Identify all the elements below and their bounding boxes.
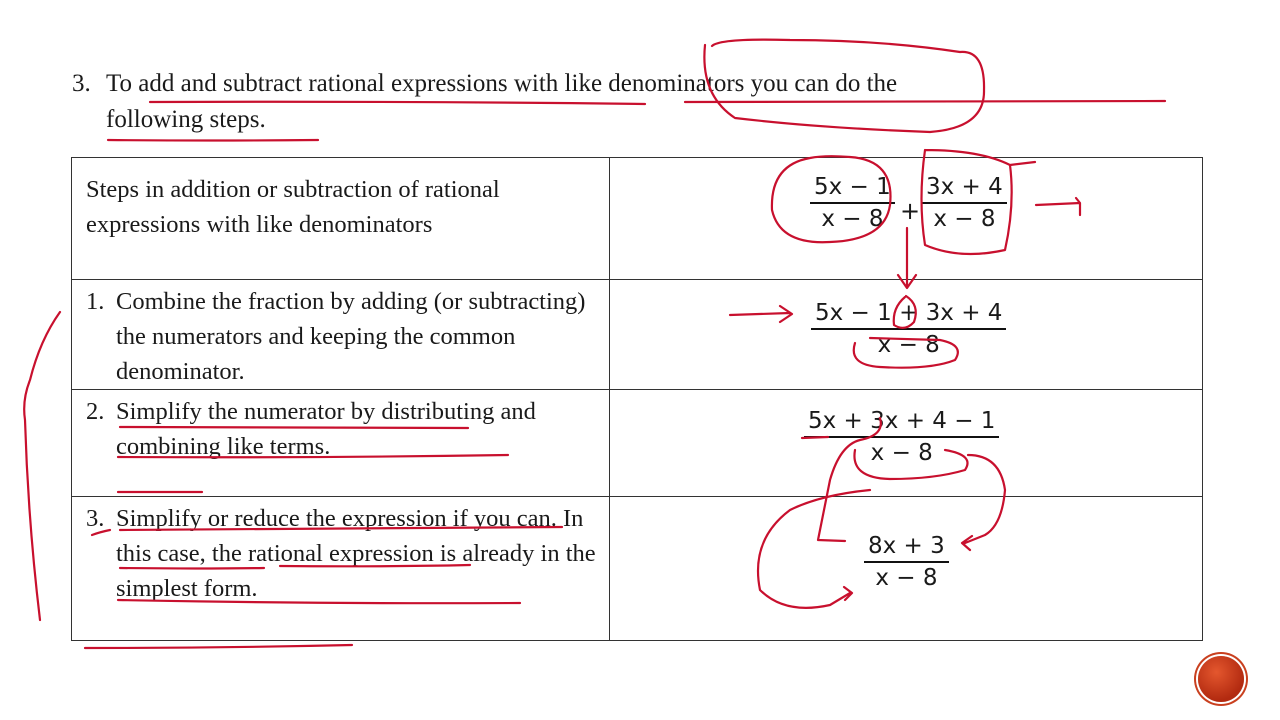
denominator: x − 8 bbox=[877, 332, 940, 358]
heading-line-2: following steps. bbox=[106, 106, 266, 133]
table-row bbox=[72, 497, 1203, 641]
fraction bbox=[811, 298, 1006, 360]
denominator: x − 8 bbox=[870, 440, 933, 466]
table-row bbox=[72, 390, 1203, 497]
denominator: x − 8 bbox=[875, 565, 938, 591]
numerator: 5x − 1 + 3x + 4 bbox=[815, 300, 1003, 326]
step-3-text: 3. Simplify or reduce the expression if you can. In this case, the rational expression is already in the simplest form. bbox=[72, 497, 610, 641]
numerator: 8x + 3 bbox=[868, 533, 945, 559]
slide-heading bbox=[72, 66, 1202, 138]
fraction bbox=[864, 531, 949, 593]
step-2-text: 2. Simplify the numerator by distributing and combining like terms. bbox=[72, 390, 610, 497]
denominator: x − 8 bbox=[933, 206, 996, 232]
numerator: 3x + 4 bbox=[926, 174, 1003, 200]
fraction bbox=[804, 406, 999, 468]
numerator: 5x + 3x + 4 − 1 bbox=[808, 408, 996, 434]
heading-number: 3. bbox=[72, 70, 91, 97]
table-row bbox=[72, 158, 1203, 280]
header-expression bbox=[610, 158, 1203, 280]
table-row bbox=[72, 280, 1203, 390]
heading-line-1: To add and subtract rational expressions with like denominators you can do the bbox=[106, 70, 898, 97]
step-1-expression bbox=[610, 280, 1203, 390]
steps-table bbox=[71, 157, 1203, 641]
fraction-right bbox=[922, 172, 1007, 234]
step-1-text: 1. Combine the fraction by adding (or subtracting) the numerators and keeping the common denominator. bbox=[72, 280, 610, 390]
header-text: Steps in addition or subtraction of rational expressions with like denominators bbox=[72, 158, 610, 280]
next-slide-button[interactable] bbox=[1198, 656, 1244, 702]
numerator: 5x − 1 bbox=[814, 174, 891, 200]
step-2-expression bbox=[610, 390, 1203, 497]
denominator: x − 8 bbox=[821, 206, 884, 232]
fraction-left bbox=[810, 172, 895, 234]
step-3-expression bbox=[610, 497, 1203, 641]
plus-operator: + bbox=[900, 197, 921, 225]
